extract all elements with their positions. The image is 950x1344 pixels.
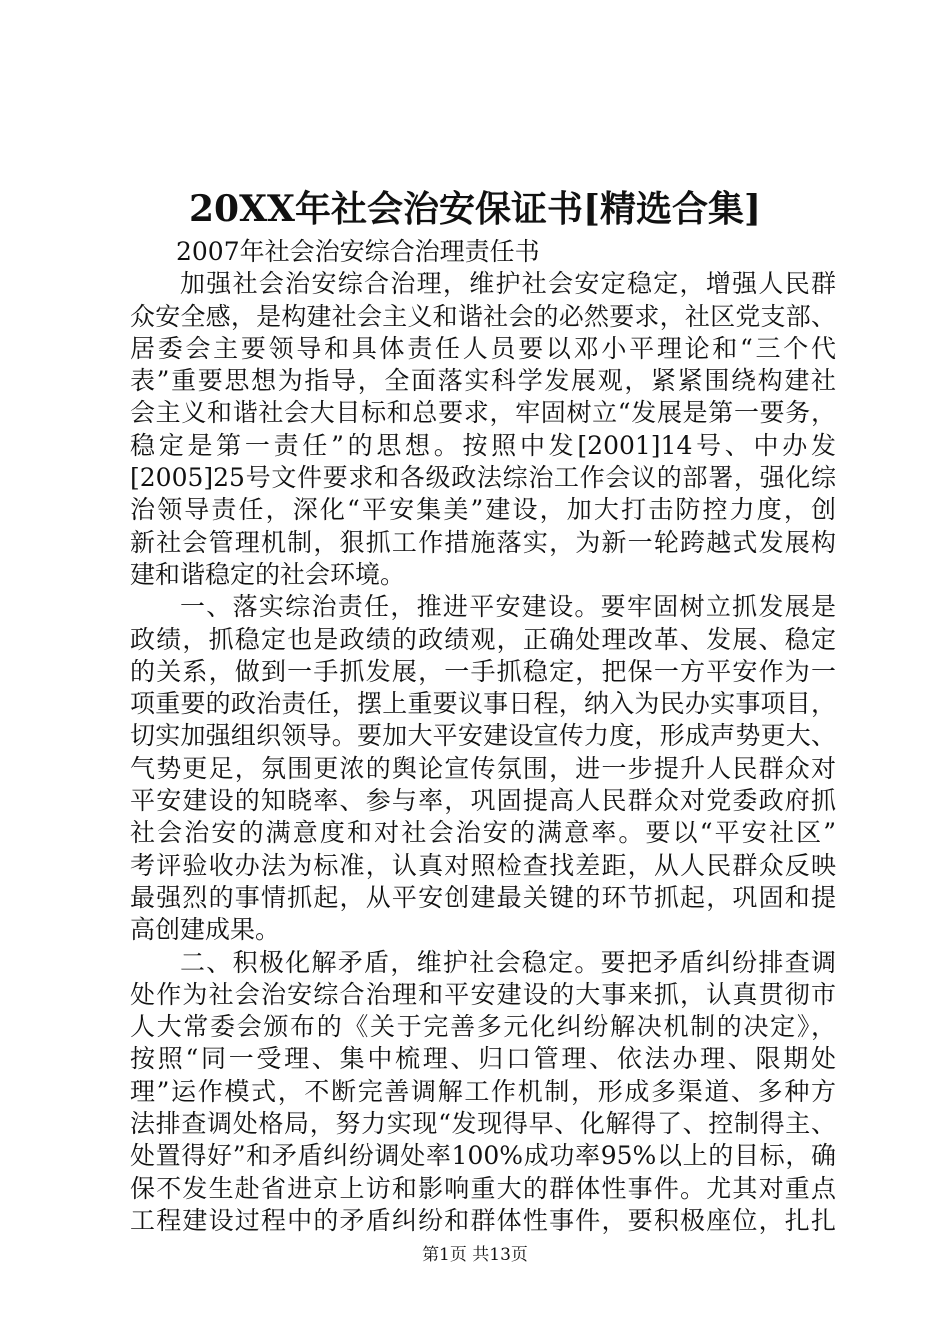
paragraph-lines xyxy=(130,268,836,1237)
text-line: 按照“同一受理、集中梳理、归口管理、依法办理、限期处 xyxy=(130,1044,836,1074)
text-line: 法排查调处格局，努力实现“发现得早、化解得了、控制得主、 xyxy=(130,1109,836,1139)
text-line: 气势更足，氛围更浓的舆论宣传氛围，进一步提升人民群众对 xyxy=(130,753,836,783)
text-line: 的关系，做到一手抓发展，一手抓稳定，把保一方平安作为一 xyxy=(130,656,836,686)
text-line: 高创建成果。 xyxy=(130,915,281,945)
text-line: 稳定是第一责任”的思想。按照中发[2001]14号、中办发 xyxy=(130,430,836,460)
text-line: 二、积极化解矛盾，维护社会稳定。要把矛盾纠纷排查调 xyxy=(180,947,836,977)
document-body xyxy=(130,236,836,1237)
text-line: 处置得好”和矛盾纠纷调处率100%成功率95%以上的目标，确 xyxy=(130,1141,836,1171)
text-line: 处作为社会治安综合治理和平安建设的大事来抓，认真贯彻市 xyxy=(130,979,836,1009)
text-line: 保不发生赴省进京上访和影响重大的群体性事件。尤其对重点 xyxy=(130,1173,836,1203)
text-line: 居委会主要领导和具体责任人员要以邓小平理论和“三个代 xyxy=(130,333,836,363)
text-line: 会主义和谐社会大目标和总要求，牢固树立“发展是第一要务， xyxy=(130,398,836,428)
text-line: 项重要的政治责任，摆上重要议事日程，纳入为民办实事项目， xyxy=(130,689,836,719)
text-line: 切实加强组织领导。要加大平安建设宣传力度，形成声势更大、 xyxy=(130,721,836,751)
text-line: 理”运作模式，不断完善调解工作机制，形成多渠道、多种方 xyxy=(130,1076,836,1106)
text-line: 社会治安的满意度和对社会治安的满意率。要以“平安社区” xyxy=(130,818,836,848)
page-footer: 第1页 共13页 xyxy=(422,1245,528,1265)
text-line: 建和谐稳定的社会环境。 xyxy=(130,559,406,589)
text-line: 众安全感，是构建社会主义和谐社会的必然要求，社区党支部、 xyxy=(130,301,836,331)
text-line: 一、落实综治责任，推进平安建设。要牢固树立抓发展是 xyxy=(180,592,836,622)
text-line: 表”重要思想为指导，全面落实科学发展观，紧紧围绕构建社 xyxy=(130,366,836,396)
text-line: 新社会管理机制，狠抓工作措施落实，为新一轮跨越式发展构 xyxy=(130,527,836,557)
text-line: 政绩，抓稳定也是政绩的政绩观，正确处理改革、发展、稳定 xyxy=(130,624,836,654)
text-line: [2005]25号文件要求和各级政法综治工作会议的部署，强化综 xyxy=(130,463,836,493)
document-subtitle: 2007年社会治安综合治理责任书 xyxy=(176,237,540,266)
text-line: 治领导责任，深化“平安集美”建设，加大打击防控力度，创 xyxy=(130,495,836,525)
text-line: 考评验收办法为标准，认真对照检查找差距，从人民群众反映 xyxy=(130,850,836,880)
text-line: 加强社会治安综合治理，维护社会安定稳定，增强人民群 xyxy=(180,269,836,299)
document-title: 20XX年社会治安保证书[精选合集] xyxy=(188,188,762,230)
text-line: 最强烈的事情抓起，从平安创建最关键的环节抓起，巩固和提 xyxy=(130,882,836,912)
text-line: 工程建设过程中的矛盾纠纷和群体性事件，要积极座位，扎扎 xyxy=(130,1205,836,1235)
text-line: 人大常委会颁布的《关于完善多元化纠纷解决机制的决定》， xyxy=(130,1012,836,1042)
text-line: 平安建设的知晓率、参与率，巩固提高人民群众对党委政府抓 xyxy=(130,786,836,816)
